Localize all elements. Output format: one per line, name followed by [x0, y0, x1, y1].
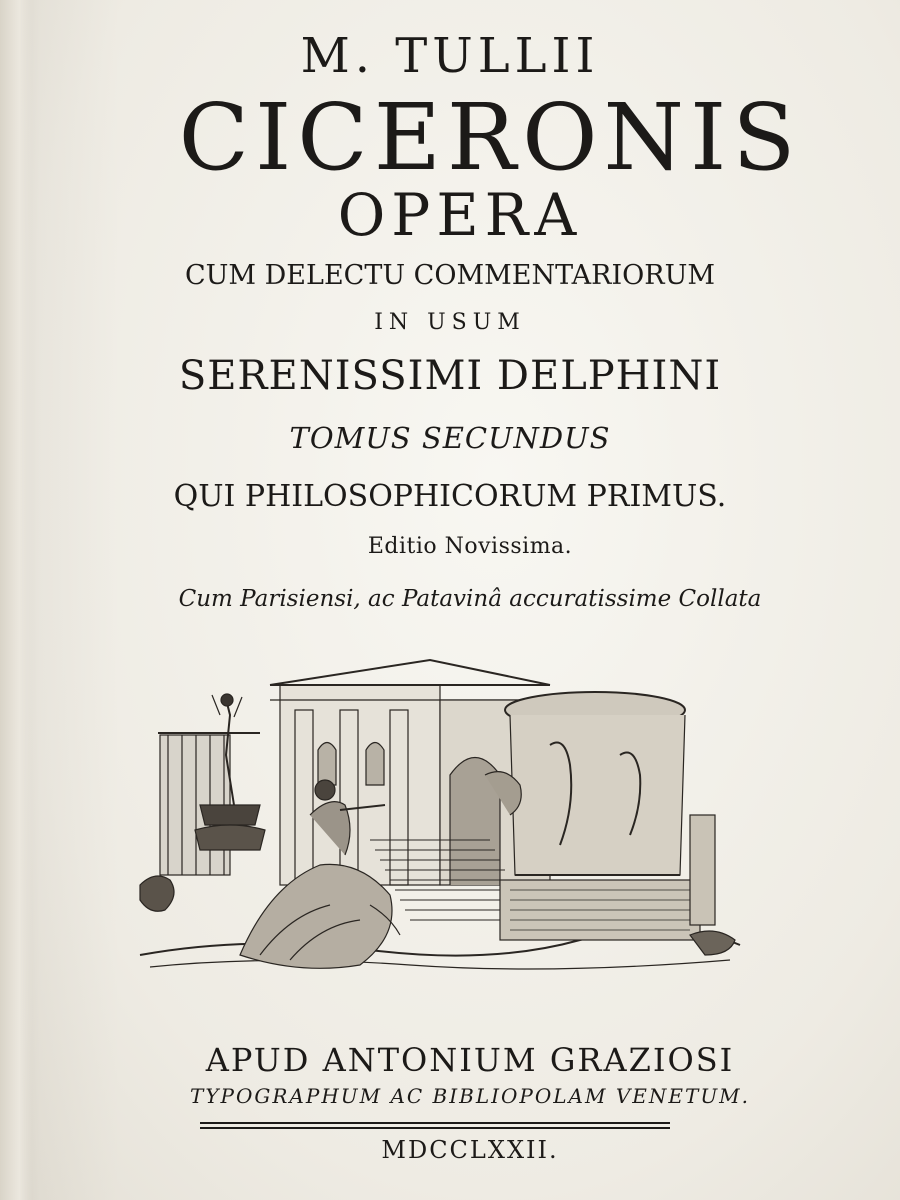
engraved-vignette-icon	[130, 655, 750, 995]
collation-line: Cum Parisiensi, ac Patavinâ accuratissime Collata	[178, 586, 762, 612]
edition-line: Editio Novissima.	[367, 534, 573, 559]
publisher-trade-line: TYPOGRAPHUM AC BIBLIOPOLAM VENETUM.	[189, 1084, 751, 1108]
double-rule-bottom	[200, 1127, 670, 1129]
dedication-line: SERENISSIMI DELPHINI	[178, 353, 722, 399]
author-praenomen: M. TULLII	[300, 28, 600, 84]
publisher-line: APUD ANTONIUM GRAZIOSI	[205, 1041, 735, 1079]
subject-line: QUI PHILOSOPHICORUM PRIMUS.	[173, 479, 727, 514]
author-name: CICERONIS	[178, 84, 802, 191]
volume-line: TOMUS SECUNDUS	[289, 421, 611, 455]
double-rule-top	[200, 1122, 670, 1124]
usage-line: IN USUM	[374, 310, 526, 335]
commentary-line: CUM DELECTU COMMENTARIORUM	[185, 260, 715, 291]
work-title: OPERA	[337, 181, 583, 249]
imprint-year: MDCCLXXII.	[381, 1136, 559, 1164]
